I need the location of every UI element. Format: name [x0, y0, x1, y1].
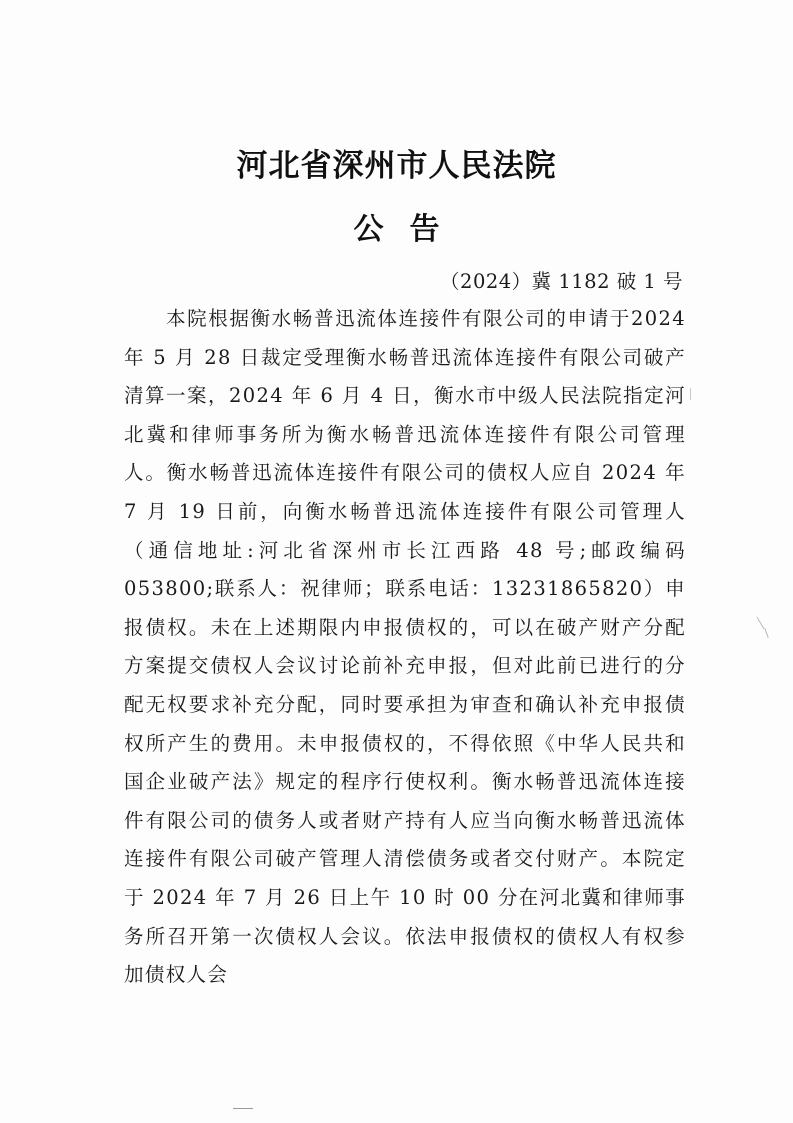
scan-artifact-mark [764, 628, 768, 638]
case-number: （2024）冀 1182 破 1 号 [440, 270, 683, 293]
court-name-heading: 河北省深州市人民法院 [236, 148, 557, 184]
announcement-body: 本院根据衡水畅普迅流体连接件有限公司的申请于2024 年 5 月 28 日裁定受理衡水畅普迅流体连接件有限公司破产清算一案，2024 年 6 月 4 日，衡水市中级人民法院指定河北冀和律师事务所为衡水畅普迅流体连接件有限公司管理人。衡水畅普迅流体连接件有限公司的债权人应自 2024 年 7 月 19 日前，向衡水畅普迅流体连接件有限公司管理人（通信地址:河北省深州市长江西路 48 号;邮政编码 053800;联系人：祝律师；联系电话：13231865820）申报债权。未在上述期限内申报债权的，可以在破产财产分配方案提交债权人会议讨论前补充申报，但对此前已进行的分配无权要求补充分配，同时要承担为审查和确认补充申报债权所产生的费用。未申报债权的，不得依照《中华人民共和国企业破产法》规定的程序行使权利。衡水畅普迅流体连接件有限公司的债务人或者财产持有人应当向衡水畅普迅流体连接件有限公司破产管理人清偿债务或者交付财产。本院定于 2024 年 7 月 26 日上午 10 时 00 分在河北冀和律师事务所召开第一次债权人会议。依法申报债权的债权人有权参加债权人会 [124, 307, 686, 987]
scan-artifact-mark [233, 1108, 253, 1109]
scan-artifact-mark [757, 617, 765, 630]
document-title: 公告 [353, 212, 466, 247]
scan-artifact-mark [690, 388, 691, 400]
